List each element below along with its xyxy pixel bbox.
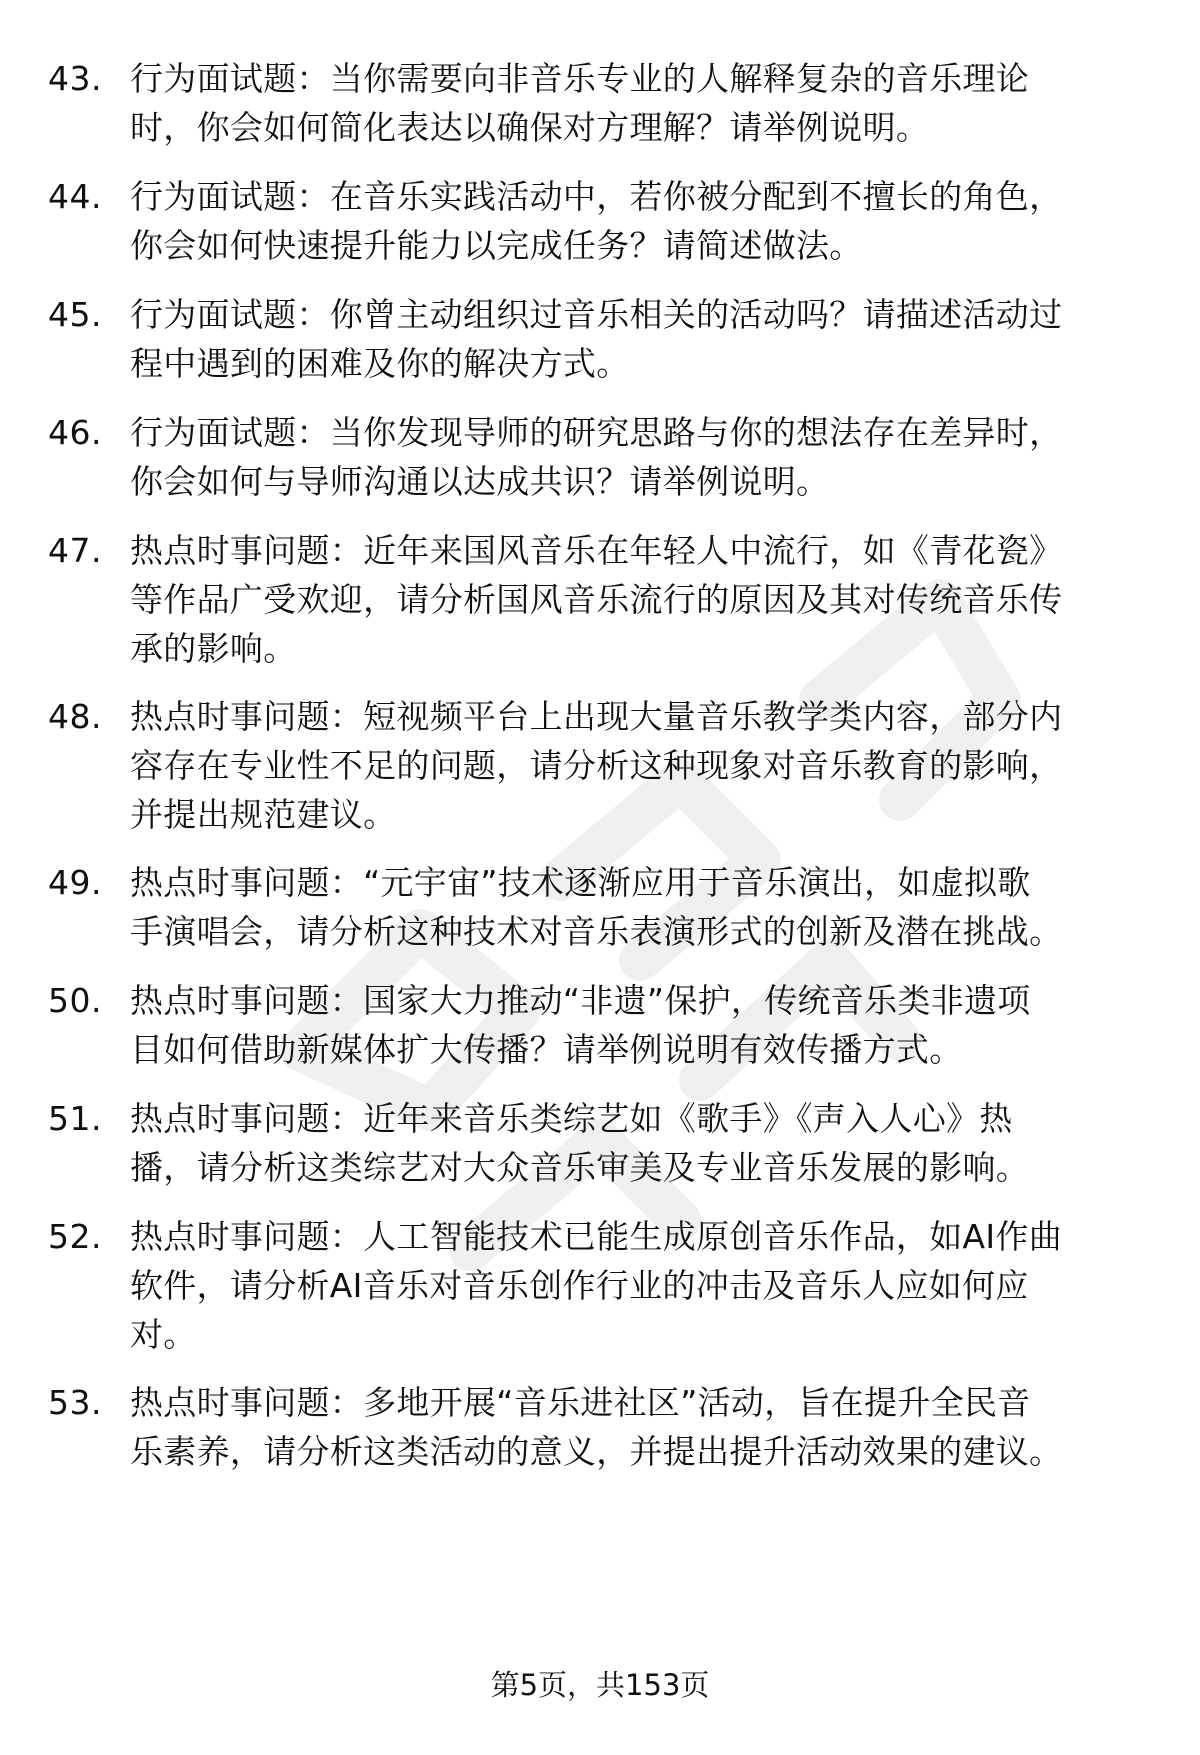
question-number: 45. [48, 295, 102, 334]
question-number: 48. [48, 697, 102, 736]
question-number: 43. [48, 59, 102, 98]
question-number: 52. [48, 1217, 102, 1256]
question-text: 热点时事问题：近年来国风音乐在年轻人中流行，如《青花瓷》 等作品广受欢迎，请分析国风音乐流行的原因及其对传统音乐传 承的影响。 [130, 531, 1063, 668]
question-text: 热点时事问题：“元宇宙”技术逐渐应用于音乐演出，如虚拟歌 手演唱会，请分析这种技术对音乐表演形式的创新及潜在挑战。 [130, 863, 1063, 951]
question-number: 50. [48, 981, 102, 1020]
question-text: 热点时事问题：多地开展“音乐进社区”活动，旨在提升全民音 乐素养，请分析这类活动的意义，并提出提升活动效果的建议。 [130, 1383, 1063, 1471]
question-text: 行为面试题：当你发现导师的研究思路与你的想法存在差异时， 你会如何与导师沟通以达成共识？请举例说明。 [130, 413, 1063, 501]
question-number: 51. [48, 1099, 102, 1138]
question-text: 行为面试题：在音乐实践活动中，若你被分配到不擅长的角色， 你会如何快速提升能力以完成任务？请简述做法。 [130, 177, 1063, 265]
question-number: 46. [48, 413, 102, 452]
question-text: 热点时事问题：国家大力推动“非遗”保护，传统音乐类非遗项 目如何借助新媒体扩大传播？请举例说明有效传播方式。 [130, 981, 1031, 1069]
question-text: 行为面试题：当你需要向非音乐专业的人解释复杂的音乐理论 时，你会如何简化表达以确保对方理解？请举例说明。 [130, 59, 1030, 147]
question-text: 行为面试题：你曾主动组织过音乐相关的活动吗？请描述活动过 程中遇到的困难及你的解决方式。 [130, 295, 1063, 383]
question-number: 49. [48, 863, 102, 902]
question-text: 热点时事问题：近年来音乐类综艺如《歌手》《声入人心》热 播，请分析这类综艺对大众音乐审美及专业音乐发展的影响。 [130, 1099, 1030, 1187]
question-number: 47. [48, 531, 102, 570]
page-footer: 第5页，共153页 [490, 1668, 710, 1702]
question-text: 热点时事问题：短视频平台上出现大量音乐教学类内容，部分内 容存在专业性不足的问题，请分析这种现象对音乐教育的影响， 并提出规范建议。 [130, 697, 1063, 834]
question-number: 53. [48, 1383, 102, 1422]
question-number: 44. [48, 177, 102, 216]
question-text: 热点时事问题：人工智能技术已能生成原创音乐作品，如AI作曲 软件，请分析AI音乐对音乐创作行业的冲击及音乐人应如何应 对。 [130, 1217, 1063, 1354]
